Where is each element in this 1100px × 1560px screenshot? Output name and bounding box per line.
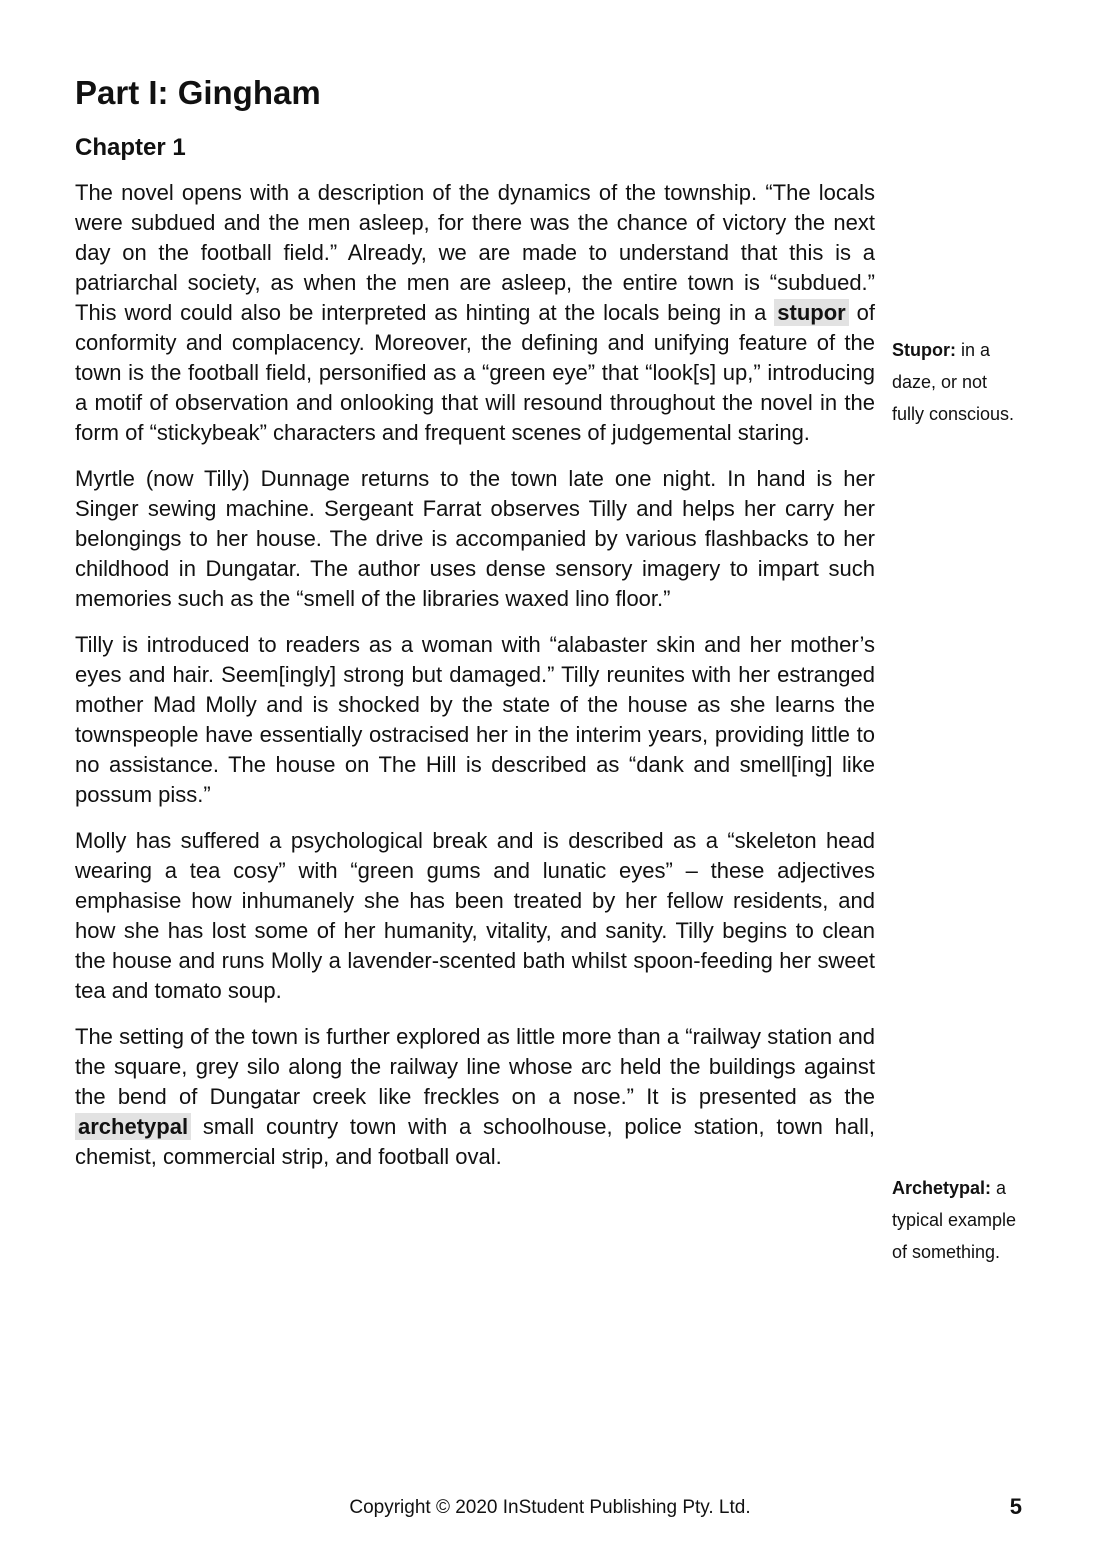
text-run: of conformity and complacency. Moreover, the defining and unifying feature of the town is the football field, personified as a “green eye” that “look[s] up,” introducing a motif of observation and onlooking that will resound throughout the novel in the form of “stickybeak” characters and frequent scenes of judgemental staring. [75,300,875,445]
margin-note-archetypal [892,1172,1024,1268]
margin-note-definition: in a daze, or not fully conscious. [892,340,1015,424]
paragraph [75,826,875,1006]
margin-note-definition: a typical example of something. [892,1178,1017,1262]
paragraph [75,1022,875,1172]
margin-note-term: Stupor: [892,340,956,360]
text-run: small country town with a schoolhouse, police station, town hall, chemist, commercial strip, and football oval. [75,1114,875,1169]
highlighted-term: archetypal [75,1113,191,1140]
margin-note-stupor [892,334,1024,430]
paragraph [75,464,875,614]
text-run: Tilly is introduced to readers as a woman with “alabaster skin and her mother’s eyes and hair. Seem[ingly] strong but damaged.” Tilly reunites with her estranged mother Mad Molly and is shocked by the state of the house as she learns the townspeople have essentially ostracised her in the interim years, providing little to no assistance. The house on The Hill is described as “dank and smell[ing] like possum piss.” [75,632,875,807]
body-text [75,178,875,1188]
text-run: Myrtle (now Tilly) Dunnage returns to the town late one night. In hand is her Singer sewing machine. Sergeant Farrat observes Tilly and helps her carry her belongings to her house. The drive is accompanied by various flashbacks to her childhood in Dungatar. The author uses dense sensory imagery to impart such memories such as the “smell of the libraries waxed lino floor.” [75,466,875,611]
part-title: Part I: Gingham [75,74,321,111]
text-run: The setting of the town is further explored as little more than a “railway station and the square, grey silo along the railway line whose arc held the buildings against the bend of Dungatar creek like freckles on a nose.” It is presented as the [75,1024,875,1109]
text-run: Molly has suffered a psychological break and is described as a “skeleton head wearing a tea cosy” with “green gums and lunatic eyes” – these adjectives emphasise how inhumanely she has been treated by her fellow residents, and how she has lost some of her humanity, vitality, and sanity. Tilly begins to clean the house and runs Molly a lavender-scented bath whilst spoon-feeding her sweet tea and tomato soup. [75,828,875,1003]
paragraph [75,178,875,448]
paragraph [75,630,875,810]
copyright-text: Copyright © 2020 InStudent Publishing Pty. Ltd. [349,1497,751,1518]
chapter-title: Chapter 1 [75,134,186,161]
highlighted-term: stupor [774,299,848,326]
margin-note-term: Archetypal: [892,1178,992,1198]
text-run: The novel opens with a description of the dynamics of the township. “The locals were subdued and the men asleep, for there was the chance of victory the next day on the football field.” Already, we are made to understand that this is a patriarchal society, as when the men are asleep, the entire town is “subdued.” This word could also be interpreted as hinting at the locals being in a [75,180,875,325]
page-number: 5 [1009,1494,1022,1519]
